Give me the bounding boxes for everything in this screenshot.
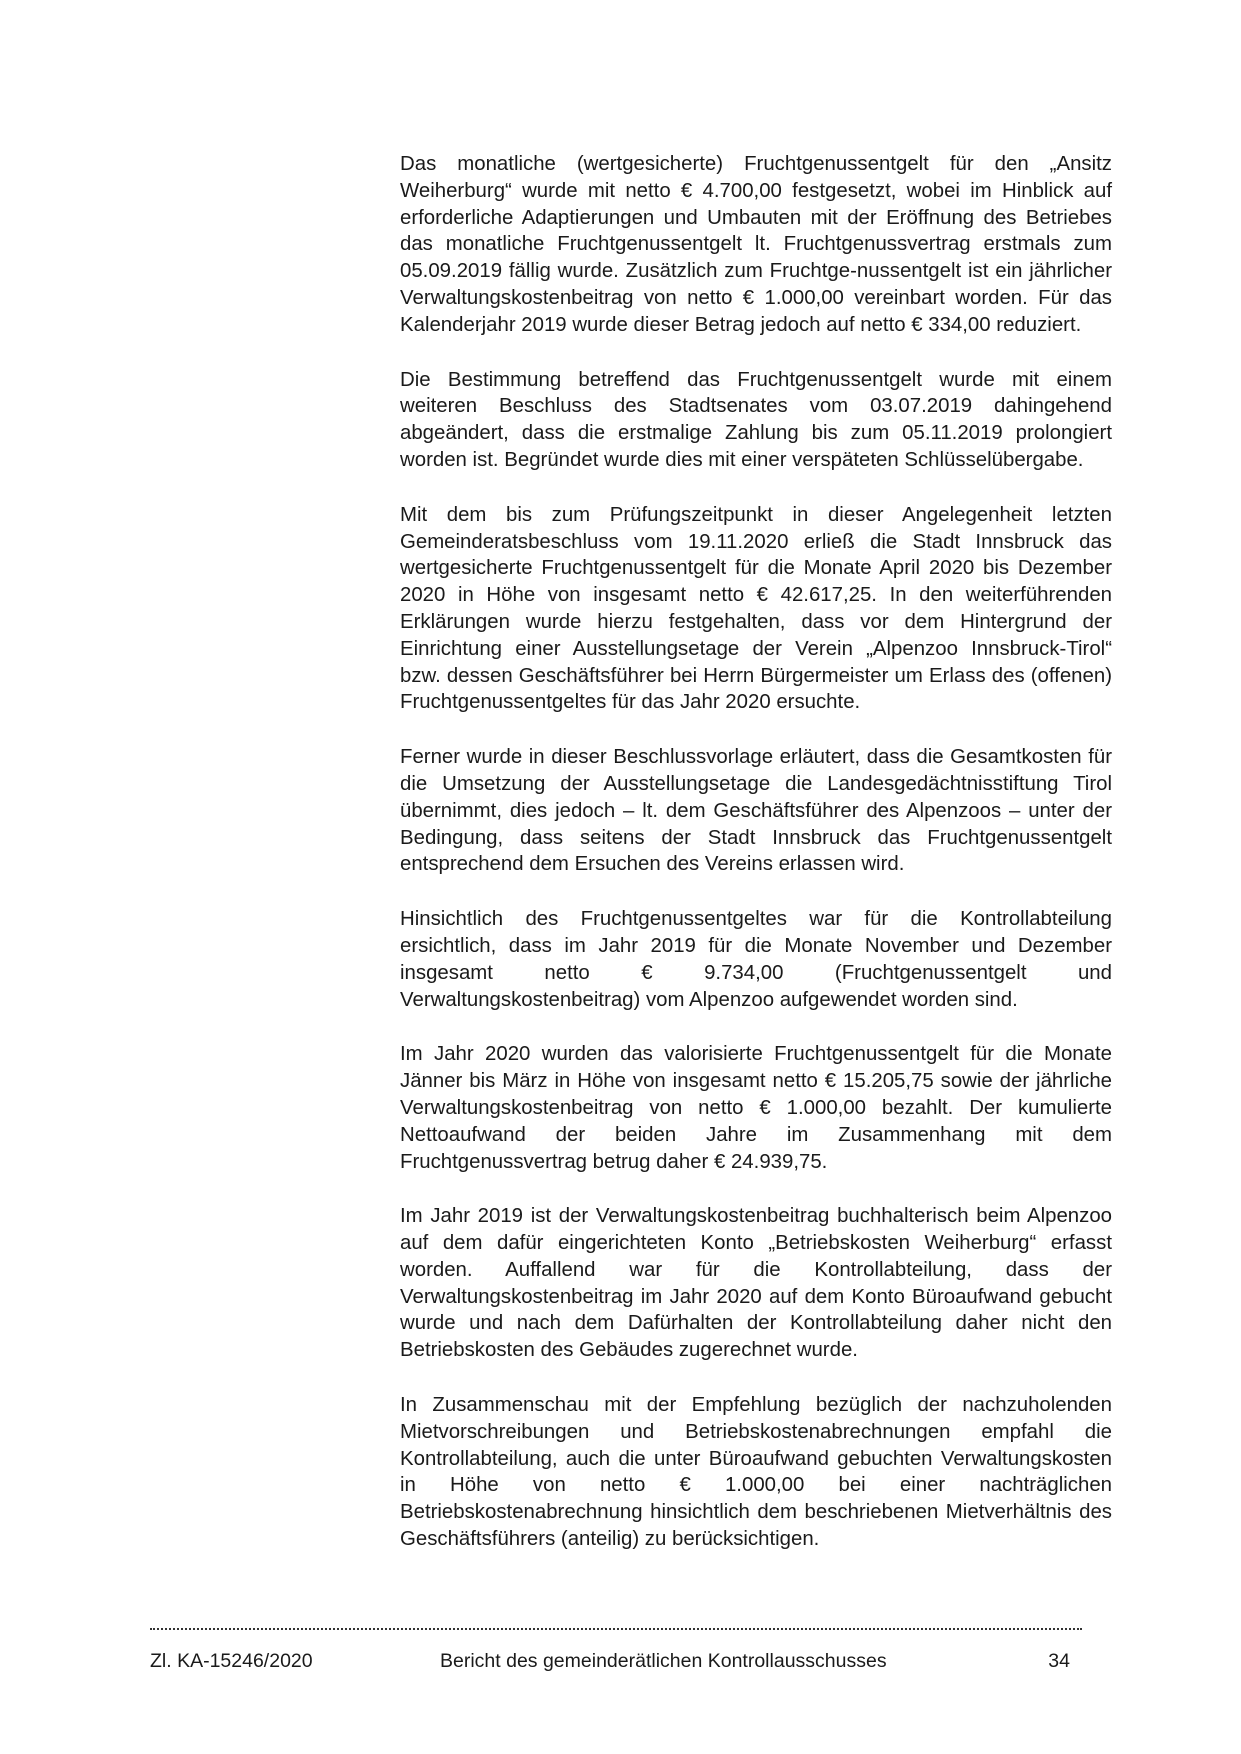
page-footer — [150, 1648, 1082, 1674]
footer-reference: Zl. KA-15246/2020 — [150, 1650, 313, 1672]
footer-divider — [150, 1628, 1082, 1630]
paragraph-4: Ferner wurde in dieser Beschlussvorlage erläutert, dass die Gesamtkosten für die Umsetzung der Ausstellungsetage die Landesgedächtnisstiftung Tirol übernimmt, dies jedoch – lt. dem Geschäftsführer des Alpenzoos – unter der Bedingung, dass seitens der Stadt Innsbruck das Fruchtgenussentgelt entsprechend dem Ersuchen des Vereins erlassen wird. — [400, 746, 1112, 876]
paragraph-5: Hinsichtlich des Fruchtgenussentgeltes war für die Kontrollabteilung ersichtlich, dass im Jahr 2019 für die Monate November und Dezember insgesamt netto € 9.734,00 (Fruchtgenussentgelt und Verwaltungskostenbeitrag) vom Alpenzoo aufgewendet worden sind. — [400, 908, 1112, 1011]
paragraph-7: Im Jahr 2019 ist der Verwaltungskostenbeitrag buchhalterisch beim Alpenzoo auf dem dafür eingerichteten Konto „Betriebskosten Weiherburg“ erfasst worden. Auffallend war für die Kontrollabteilung, dass der Verwaltungskostenbeitrag im Jahr 2020 auf dem Konto Büroaufwand gebucht wurde und nach dem Dafürhalten der Kontrollabteilung daher nicht den Betriebskosten des Gebäudes zugerechnet wurde. — [400, 1205, 1112, 1362]
paragraph-8: In Zusammenschau mit der Empfehlung bezüglich der nachzuholenden Mietvorschreibungen und Betriebskostenabrechnungen empfahl die Kontrollabteilung, auch die unter Büroaufwand gebuchten Verwaltungskosten in Höhe von netto € 1.000,00 bei einer nachträglichen Betriebskostenabrechnung hinsichtlich dem beschriebenen Mietverhältnis des Geschäftsführers (anteilig) zu berücksichtigen. — [400, 1394, 1112, 1551]
page-number: 34 — [1048, 1650, 1070, 1672]
footer-title: Bericht des gemeinderätlichen Kontrollausschusses — [440, 1650, 887, 1672]
paragraph-3: Mit dem bis zum Prüfungszeitpunkt in dieser Angelegenheit letzten Gemeinderatsbeschluss vom 19.11.2020 erließ die Stadt Innsbruck das wertgesicherte Fruchtgenussentgelt für die Monate April 2020 bis Dezember 2020 in Höhe von insgesamt netto € 42.617,25. In den weiterführenden Erklärungen wurde hierzu festgehalten, dass vor dem Hintergrund der Einrichtung einer Ausstellungsetage der Verein „Alpenzoo Innsbruck-Tirol“ bzw. dessen Geschäftsführer bei Herrn Bürgermeister um Erlass des (offenen) Fruchtgenussentgeltes für das Jahr 2020 ersuchte. — [400, 503, 1112, 714]
body-text — [400, 151, 1112, 1581]
paragraph-6: Im Jahr 2020 wurden das valorisierte Fruchtgenussentgelt für die Monate Jänner bis März in Höhe von insgesamt netto € 15.205,75 sowie der jährliche Verwaltungskostenbeitrag von netto € 1.000,00 bezahlt. Der kumulierte Nettoaufwand der beiden Jahre im Zusammenhang mit dem Fruchtgenussvertrag betrug daher € 24.939,75. — [400, 1043, 1112, 1173]
paragraph-2: Die Bestimmung betreffend das Fruchtgenussentgelt wurde mit einem weiteren Beschluss des Stadtsenates vom 03.07.2019 dahingehend abgeändert, dass die erstmalige Zahlung bis zum 05.11.2019 prolongiert worden ist. Begründet wurde dies mit einer verspäteten Schlüsselübergabe. — [400, 368, 1112, 471]
paragraph-1: Das monatliche (wertgesicherte) Fruchtgenussentgelt für den „Ansitz Weiherburg“ wurde mit netto € 4.700,00 festgesetzt, wobei im Hinblick auf erforderliche Adaptierungen und Umbauten mit der Eröffnung des Betriebes das monatliche Fruchtgenussentgelt lt. Fruchtgenussvertrag erstmals zum 05.09.2019 fällig wurde. Zusätzlich zum Fruchtge-nussentgelt ist ein jährlicher Verwaltungskostenbeitrag von netto € 1.000,00 vereinbart worden. Für das Kalenderjahr 2019 wurde dieser Betrag jedoch auf netto € 334,00 reduziert. — [400, 153, 1112, 336]
